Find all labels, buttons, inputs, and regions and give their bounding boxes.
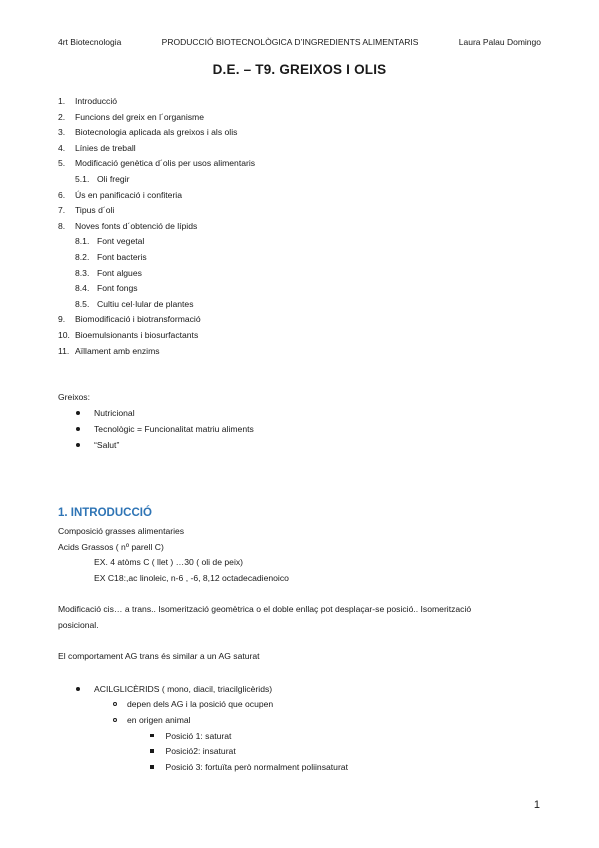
list-item: Posició 3: fortuïta però normalment poliinsaturat bbox=[58, 759, 348, 775]
toc-item: 3. Biotecnologia aplicada als greixos i als olis bbox=[58, 127, 238, 138]
list-item: Posició2: insaturat bbox=[58, 743, 348, 759]
list-item: “Salut” bbox=[58, 437, 254, 453]
running-header bbox=[58, 37, 541, 47]
list-item: Nutricional bbox=[58, 406, 254, 422]
bullet-icon bbox=[76, 411, 80, 415]
header-subject: PRODUCCIÓ BIOTECNOLÒGICA D’INGREDIENTS ALIMENTARIS bbox=[161, 37, 419, 47]
square-bullet-icon bbox=[150, 734, 154, 738]
bullet-icon bbox=[76, 427, 80, 431]
isomer-paragraph bbox=[58, 602, 471, 633]
toc-item: 7. Tipus d´oli bbox=[58, 205, 115, 216]
toc-item: 5. Modificació genètica d´olis per usos alimentaris bbox=[58, 158, 256, 169]
toc-item: 10. Bioemulsionants i biosurfactants bbox=[58, 329, 199, 340]
list-item: depen dels AG i la posició que ocupen bbox=[58, 697, 348, 713]
body-text: Acids Grassos ( nº parell C) bbox=[58, 541, 164, 552]
toc-item: 11. Aïllament amb enzims bbox=[58, 345, 160, 356]
toc-subitem: 8.3. Font algues bbox=[75, 267, 142, 278]
toc-item: 2. Funcions del greix en l´organisme bbox=[58, 111, 204, 122]
toc-subitem: 8.5. Cultiu cel·lular de plantes bbox=[75, 298, 194, 309]
body-text: EX. 4 atòms C ( llet ) …30 ( oli de peix) bbox=[94, 557, 244, 568]
header-author: Laura Palau Domingo bbox=[458, 37, 541, 47]
toc-item: 1. Introducció bbox=[58, 96, 118, 106]
toc-item: 8. Noves fonts d´obtenció de lípids bbox=[58, 220, 198, 231]
toc-subitem: 8.4. Font fongs bbox=[75, 283, 138, 294]
body-text: Modificació cis… a trans.. Isomerització geomètrica o el doble enllaç pot desplaçar-se posició.. Isomerització bbox=[58, 604, 472, 614]
trans-paragraph bbox=[58, 649, 260, 665]
body-text: posicional. bbox=[58, 619, 99, 630]
document-title: D.E. – T9. GREIXOS I OLIS bbox=[212, 62, 387, 77]
section-heading: 1. INTRODUCCIÓ bbox=[58, 507, 152, 519]
section-body bbox=[58, 524, 289, 586]
body-text: Composició grasses alimentaries bbox=[58, 526, 185, 536]
bullet-icon bbox=[76, 687, 80, 691]
square-bullet-icon bbox=[150, 749, 154, 753]
table-of-contents bbox=[58, 94, 255, 359]
toc-item: 6. Ús en panificació i confiteria bbox=[58, 189, 182, 200]
toc-item: 9. Biomodificació i biotransformació bbox=[58, 314, 201, 325]
bullet-icon bbox=[76, 443, 80, 447]
list-item: ACILGLICÈRIDS ( mono, diacil, triacilglicèrids) bbox=[58, 681, 348, 697]
page-number: 1 bbox=[533, 799, 540, 811]
toc-subitem: 8.1. Font vegetal bbox=[75, 236, 145, 247]
list-item: Posició 1: saturat bbox=[58, 728, 348, 744]
body-text: EX C18:,ac linoleic, n-6 , -6, 8,12 octadecadienoico bbox=[94, 572, 289, 583]
header-course: 4rt Biotecnologia bbox=[58, 37, 122, 47]
greixos-block bbox=[58, 390, 254, 452]
circle-bullet-icon bbox=[113, 702, 117, 706]
toc-subitem: 8.2. Font bacteris bbox=[75, 251, 147, 262]
body-text: El comportament AG trans és similar a un AG saturat bbox=[58, 651, 260, 661]
square-bullet-icon bbox=[150, 765, 154, 769]
toc-item: 4. Línies de treball bbox=[58, 142, 136, 153]
list-item: Tecnològic = Funcionalitat matriu aliments bbox=[58, 421, 254, 437]
toc-subitem: 5.1. Oli fregir bbox=[75, 173, 130, 184]
acilglicerids-list bbox=[58, 681, 348, 775]
greixos-label: Greixos: bbox=[58, 392, 90, 402]
circle-bullet-icon bbox=[113, 718, 117, 722]
list-item: en origen animal bbox=[58, 712, 348, 728]
